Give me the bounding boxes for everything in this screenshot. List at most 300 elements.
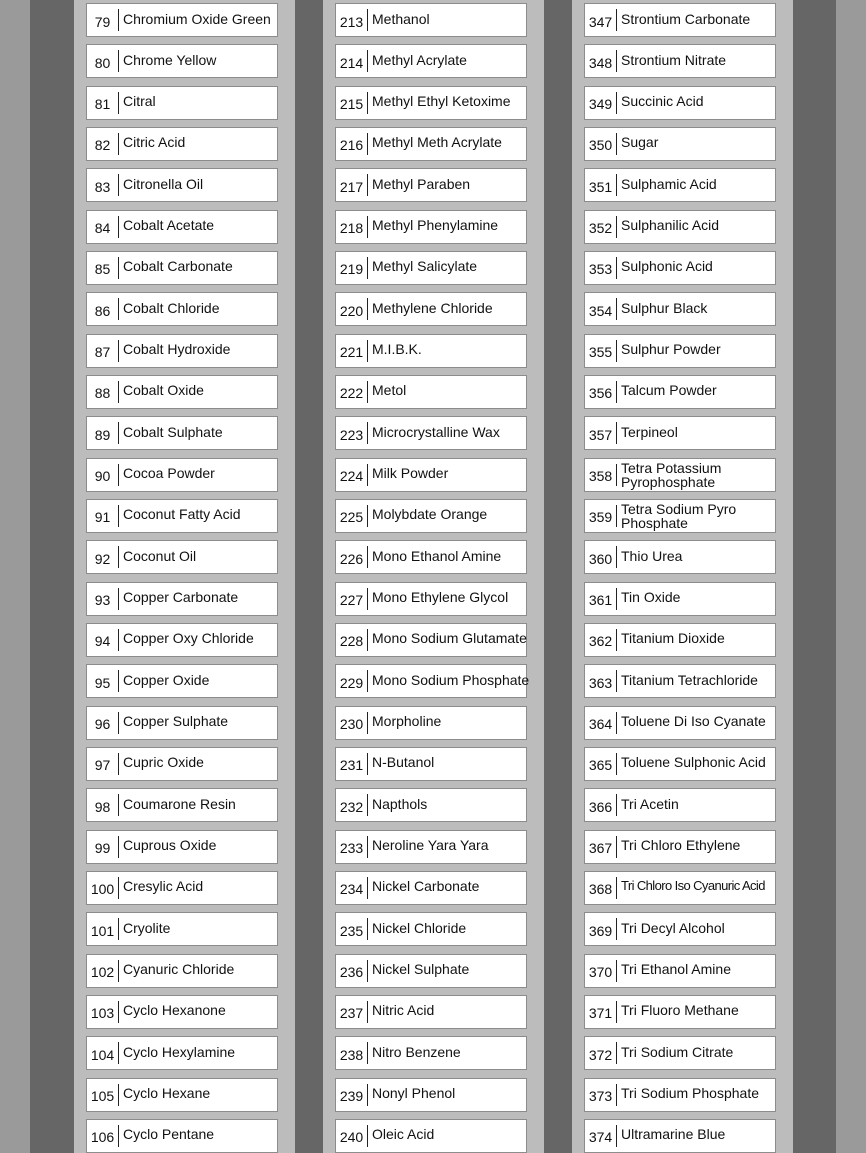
item-separator	[118, 422, 119, 444]
item-name: Methyl Salicylate	[372, 258, 478, 275]
item-name: M.I.B.K.	[372, 341, 422, 358]
item-name: Methyl Ethyl Ketoxime	[372, 93, 511, 110]
item-separator	[367, 1084, 368, 1106]
list-item	[86, 458, 278, 492]
item-name: Tin Oxide	[621, 589, 681, 606]
item-number: 229	[339, 674, 364, 691]
list-item	[584, 210, 776, 244]
item-separator	[616, 464, 617, 486]
item-number: 225	[339, 509, 364, 526]
left-dark-band	[30, 0, 74, 1153]
item-separator	[118, 836, 119, 858]
list-item	[335, 3, 527, 37]
list-item	[584, 1036, 776, 1070]
item-separator	[616, 340, 617, 362]
item-number: 100	[90, 881, 115, 898]
item-name: Napthols	[372, 795, 428, 812]
item-number: 84	[94, 220, 111, 237]
item-separator	[367, 298, 368, 320]
list-item	[335, 334, 527, 368]
item-separator	[367, 546, 368, 568]
list-item	[335, 1036, 527, 1070]
item-number: 93	[94, 592, 111, 609]
item-name: Tri Acetin	[621, 795, 679, 812]
list-item	[335, 168, 527, 202]
list-item	[584, 3, 776, 37]
item-name: Cobalt Carbonate	[123, 258, 233, 275]
item-name: Methyl Paraben	[372, 175, 471, 192]
item-number: 90	[94, 468, 111, 485]
list-item	[86, 540, 278, 574]
item-name: Thio Urea	[621, 547, 683, 564]
item-separator	[616, 1042, 617, 1064]
list-item	[86, 1119, 278, 1153]
right-dark-band	[793, 0, 836, 1153]
list-item	[335, 871, 527, 905]
list-item	[335, 416, 527, 450]
list-item	[584, 788, 776, 822]
item-separator	[367, 753, 368, 775]
item-name: Sugar	[621, 134, 659, 151]
item-number: 215	[339, 96, 364, 113]
item-number: 353	[588, 261, 613, 278]
item-separator	[367, 794, 368, 816]
item-number: 92	[94, 550, 111, 567]
list-item	[335, 788, 527, 822]
item-separator	[118, 753, 119, 775]
item-name: Morpholine	[372, 713, 442, 730]
item-number: 355	[588, 344, 613, 361]
item-number: 224	[339, 468, 364, 485]
list-item	[86, 86, 278, 120]
item-number: 231	[339, 757, 364, 774]
item-name: Neroline Yara Yara	[372, 837, 489, 854]
item-number: 347	[588, 13, 613, 30]
item-separator	[367, 133, 368, 155]
item-separator	[118, 712, 119, 734]
item-separator	[367, 50, 368, 72]
item-name: Nickel Sulphate	[372, 961, 470, 978]
item-name: Methyl Meth Acrylate	[372, 134, 502, 151]
item-name: Sulphanilic Acid	[621, 217, 720, 234]
item-name: Molybdate Orange	[372, 506, 488, 523]
item-separator	[616, 1001, 617, 1023]
item-separator	[367, 1125, 368, 1147]
item-number: 101	[90, 922, 115, 939]
item-number: 349	[588, 96, 613, 113]
item-separator	[118, 50, 119, 72]
item-separator	[616, 877, 617, 899]
item-name: Cuprous Oxide	[123, 837, 217, 854]
item-separator	[367, 1001, 368, 1023]
item-number: 221	[339, 344, 364, 361]
list-item	[584, 416, 776, 450]
list-item	[86, 871, 278, 905]
list-item	[86, 623, 278, 657]
item-separator	[367, 505, 368, 527]
list-item	[584, 540, 776, 574]
item-separator	[616, 216, 617, 238]
item-name: Mono Sodium Glutamate	[372, 630, 527, 647]
item-name: Tetra Potassium Pyrophosphate	[621, 460, 722, 491]
list-item	[335, 251, 527, 285]
list-item	[335, 1119, 527, 1153]
item-number: 369	[588, 922, 613, 939]
item-name: Cresylic Acid	[123, 878, 204, 895]
item-name: Tri Chloro Iso Cyanuric Acid	[621, 878, 765, 894]
item-number: 357	[588, 426, 613, 443]
item-name: Mono Ethanol Amine	[372, 547, 502, 564]
item-separator	[367, 92, 368, 114]
list-item	[335, 86, 527, 120]
item-number: 80	[94, 54, 111, 71]
item-number: 237	[339, 1005, 364, 1022]
item-number: 217	[339, 178, 364, 195]
item-name: Cyanuric Chloride	[123, 961, 235, 978]
item-separator	[118, 216, 119, 238]
item-number: 97	[94, 757, 111, 774]
item-number: 83	[94, 178, 111, 195]
item-name: Coumarone Resin	[123, 795, 236, 812]
item-separator	[118, 1125, 119, 1147]
item-separator	[616, 1084, 617, 1106]
list-item	[86, 830, 278, 864]
item-separator	[616, 133, 617, 155]
item-name: Oleic Acid	[372, 1126, 435, 1143]
list-item	[86, 664, 278, 698]
item-name: Nonyl Phenol	[372, 1085, 456, 1102]
item-separator	[616, 836, 617, 858]
list-item	[335, 458, 527, 492]
item-separator	[367, 9, 368, 31]
item-number: 348	[588, 54, 613, 71]
item-separator	[367, 877, 368, 899]
item-name: Sulphur Black	[621, 299, 708, 316]
item-name: Cyclo Pentane	[123, 1126, 215, 1143]
divider-band-1	[295, 0, 323, 1153]
list-item	[584, 664, 776, 698]
item-number: 213	[339, 13, 364, 30]
item-separator	[118, 381, 119, 403]
item-name: Cobalt Oxide	[123, 382, 204, 399]
item-number: 351	[588, 178, 613, 195]
item-number: 362	[588, 633, 613, 650]
list-item	[86, 375, 278, 409]
list-item	[335, 375, 527, 409]
item-separator	[616, 918, 617, 940]
item-number: 102	[90, 964, 115, 981]
item-number: 233	[339, 840, 364, 857]
item-separator	[616, 50, 617, 72]
list-item	[584, 747, 776, 781]
item-name: Toluene Di Iso Cyanate	[621, 713, 766, 730]
list-item	[584, 582, 776, 616]
item-name: Cupric Oxide	[123, 754, 204, 771]
list-item	[584, 127, 776, 161]
item-name: Chromium Oxide Green	[123, 10, 271, 27]
item-name: Cyclo Hexylamine	[123, 1043, 236, 1060]
list-item	[584, 1078, 776, 1112]
list-item	[584, 871, 776, 905]
item-separator	[118, 546, 119, 568]
item-name: Cyclo Hexanone	[123, 1002, 226, 1019]
list-item	[86, 127, 278, 161]
list-item	[335, 1078, 527, 1112]
list-item	[86, 788, 278, 822]
list-item	[584, 168, 776, 202]
item-number: 232	[339, 798, 364, 815]
list-item	[335, 582, 527, 616]
item-separator	[118, 257, 119, 279]
right-edge-band	[836, 0, 866, 1153]
list-item	[584, 458, 776, 492]
item-name: Nitro Benzene	[372, 1043, 461, 1060]
item-number: 352	[588, 220, 613, 237]
item-name: Tri Sodium Citrate	[621, 1043, 734, 1060]
item-separator	[118, 670, 119, 692]
list-item	[335, 747, 527, 781]
item-name: Copper Oxy Chloride	[123, 630, 254, 647]
item-name: Tri Decyl Alcohol	[621, 919, 725, 936]
list-item	[584, 706, 776, 740]
item-number: 219	[339, 261, 364, 278]
item-separator	[367, 257, 368, 279]
item-number: 87	[94, 344, 111, 361]
item-name: Mono Sodium Phosphate	[372, 671, 530, 688]
list-item	[335, 830, 527, 864]
list-item	[86, 44, 278, 78]
item-name: Sulphonic Acid	[621, 258, 713, 275]
item-number: 354	[588, 302, 613, 319]
list-item	[584, 44, 776, 78]
item-separator	[118, 133, 119, 155]
item-number: 226	[339, 550, 364, 567]
item-number: 95	[94, 674, 111, 691]
item-name: Metol	[372, 382, 407, 399]
item-separator	[367, 464, 368, 486]
item-separator	[616, 588, 617, 610]
item-name: Coconut Oil	[123, 547, 197, 564]
list-item	[584, 1119, 776, 1153]
item-name: Cobalt Acetate	[123, 217, 215, 234]
item-separator	[118, 340, 119, 362]
item-name: Tetra Sodium Pyro Phosphate	[621, 501, 737, 532]
list-item	[335, 210, 527, 244]
item-separator	[616, 794, 617, 816]
list-item	[335, 706, 527, 740]
item-number: 368	[588, 881, 613, 898]
item-name: Strontium Carbonate	[621, 10, 751, 27]
list-item	[584, 334, 776, 368]
list-item	[335, 912, 527, 946]
item-separator	[616, 298, 617, 320]
item-separator	[118, 877, 119, 899]
list-item	[335, 44, 527, 78]
item-name: Methyl Acrylate	[372, 51, 467, 68]
item-separator	[367, 588, 368, 610]
item-number: 230	[339, 716, 364, 733]
item-separator	[118, 794, 119, 816]
list-item	[335, 623, 527, 657]
item-name: Cobalt Hydroxide	[123, 341, 231, 358]
list-item	[584, 623, 776, 657]
item-number: 79	[94, 13, 111, 30]
list-item	[584, 995, 776, 1029]
item-separator	[118, 629, 119, 651]
item-name: Copper Oxide	[123, 671, 210, 688]
item-number: 364	[588, 716, 613, 733]
list-item	[584, 375, 776, 409]
item-number: 367	[588, 840, 613, 857]
item-number: 238	[339, 1046, 364, 1063]
item-number: 214	[339, 54, 364, 71]
item-name: Succinic Acid	[621, 93, 704, 110]
list-item	[584, 830, 776, 864]
item-number: 350	[588, 137, 613, 154]
list-item	[86, 954, 278, 988]
item-separator	[118, 174, 119, 196]
item-number: 85	[94, 261, 111, 278]
item-name: Nickel Carbonate	[372, 878, 480, 895]
item-separator	[616, 960, 617, 982]
item-number: 374	[588, 1129, 613, 1146]
item-number: 236	[339, 964, 364, 981]
item-number: 216	[339, 137, 364, 154]
divider-band-2	[544, 0, 572, 1153]
item-name: Tri Chloro Ethylene	[621, 837, 741, 854]
item-separator	[616, 505, 617, 527]
list-item	[86, 416, 278, 450]
item-number: 366	[588, 798, 613, 815]
item-name: Copper Carbonate	[123, 589, 239, 606]
item-separator	[616, 629, 617, 651]
list-item	[584, 954, 776, 988]
list-item	[86, 995, 278, 1029]
item-number: 358	[588, 468, 613, 485]
item-name: Chrome Yellow	[123, 51, 217, 68]
item-number: 220	[339, 302, 364, 319]
item-name: Cobalt Sulphate	[123, 423, 223, 440]
item-name: Nickel Chloride	[372, 919, 467, 936]
item-separator	[616, 422, 617, 444]
item-separator	[118, 464, 119, 486]
item-number: 223	[339, 426, 364, 443]
item-separator	[367, 1042, 368, 1064]
item-separator	[118, 1084, 119, 1106]
item-number: 240	[339, 1129, 364, 1146]
item-separator	[118, 1042, 119, 1064]
item-separator	[616, 712, 617, 734]
item-name: Methylene Chloride	[372, 299, 493, 316]
item-separator	[118, 1001, 119, 1023]
item-name: Tri Ethanol Amine	[621, 961, 731, 978]
item-number: 89	[94, 426, 111, 443]
item-number: 365	[588, 757, 613, 774]
item-name: Coconut Fatty Acid	[123, 506, 241, 523]
item-name: Sulphamic Acid	[621, 175, 717, 192]
item-number: 361	[588, 592, 613, 609]
item-name: Milk Powder	[372, 465, 449, 482]
item-separator	[367, 960, 368, 982]
item-separator	[367, 712, 368, 734]
item-separator	[118, 298, 119, 320]
item-name: N-Butanol	[372, 754, 435, 771]
item-name: Cyclo Hexane	[123, 1085, 211, 1102]
item-name: Citral	[123, 93, 156, 110]
list-item	[86, 1036, 278, 1070]
list-item	[86, 292, 278, 326]
item-name: Methanol	[372, 10, 430, 27]
item-name: Talcum Powder	[621, 382, 717, 399]
item-separator	[367, 340, 368, 362]
list-item	[86, 912, 278, 946]
item-number: 370	[588, 964, 613, 981]
item-separator	[616, 92, 617, 114]
item-separator	[367, 629, 368, 651]
item-separator	[367, 216, 368, 238]
item-name: Methyl Phenylamine	[372, 217, 499, 234]
item-number: 227	[339, 592, 364, 609]
item-number: 106	[90, 1129, 115, 1146]
item-number: 363	[588, 674, 613, 691]
item-number: 372	[588, 1046, 613, 1063]
list-item	[335, 995, 527, 1029]
list-item	[86, 210, 278, 244]
item-name: Titanium Tetrachloride	[621, 671, 758, 688]
item-number: 360	[588, 550, 613, 567]
item-name: Sulphur Powder	[621, 341, 721, 358]
item-separator	[616, 546, 617, 568]
item-number: 88	[94, 385, 111, 402]
item-name: Titanium Dioxide	[621, 630, 725, 647]
item-separator	[616, 9, 617, 31]
item-name: Cocoa Powder	[123, 465, 215, 482]
list-item	[86, 499, 278, 533]
item-number: 373	[588, 1088, 613, 1105]
item-name: Tri Sodium Phosphate	[621, 1085, 759, 1102]
item-number: 98	[94, 798, 111, 815]
item-name: Toluene Sulphonic Acid	[621, 754, 766, 771]
item-separator	[616, 753, 617, 775]
item-number: 218	[339, 220, 364, 237]
list-item	[335, 540, 527, 574]
item-name: Nitric Acid	[372, 1002, 435, 1019]
list-item	[86, 168, 278, 202]
item-separator	[367, 836, 368, 858]
item-number: 86	[94, 302, 111, 319]
list-item	[584, 912, 776, 946]
item-separator	[367, 670, 368, 692]
list-item	[584, 251, 776, 285]
item-separator	[118, 505, 119, 527]
item-number: 234	[339, 881, 364, 898]
item-number: 222	[339, 385, 364, 402]
item-separator	[367, 174, 368, 196]
item-separator	[367, 381, 368, 403]
item-name: Strontium Nitrate	[621, 51, 727, 68]
list-item	[584, 292, 776, 326]
item-name: Cobalt Chloride	[123, 299, 220, 316]
item-name: Mono Ethylene Glycol	[372, 589, 509, 606]
item-number: 235	[339, 922, 364, 939]
item-name: Citric Acid	[123, 134, 186, 151]
list-item	[86, 3, 278, 37]
item-number: 96	[94, 716, 111, 733]
list-item	[86, 582, 278, 616]
item-name: Citronella Oil	[123, 175, 204, 192]
item-separator	[367, 422, 368, 444]
item-separator	[118, 9, 119, 31]
